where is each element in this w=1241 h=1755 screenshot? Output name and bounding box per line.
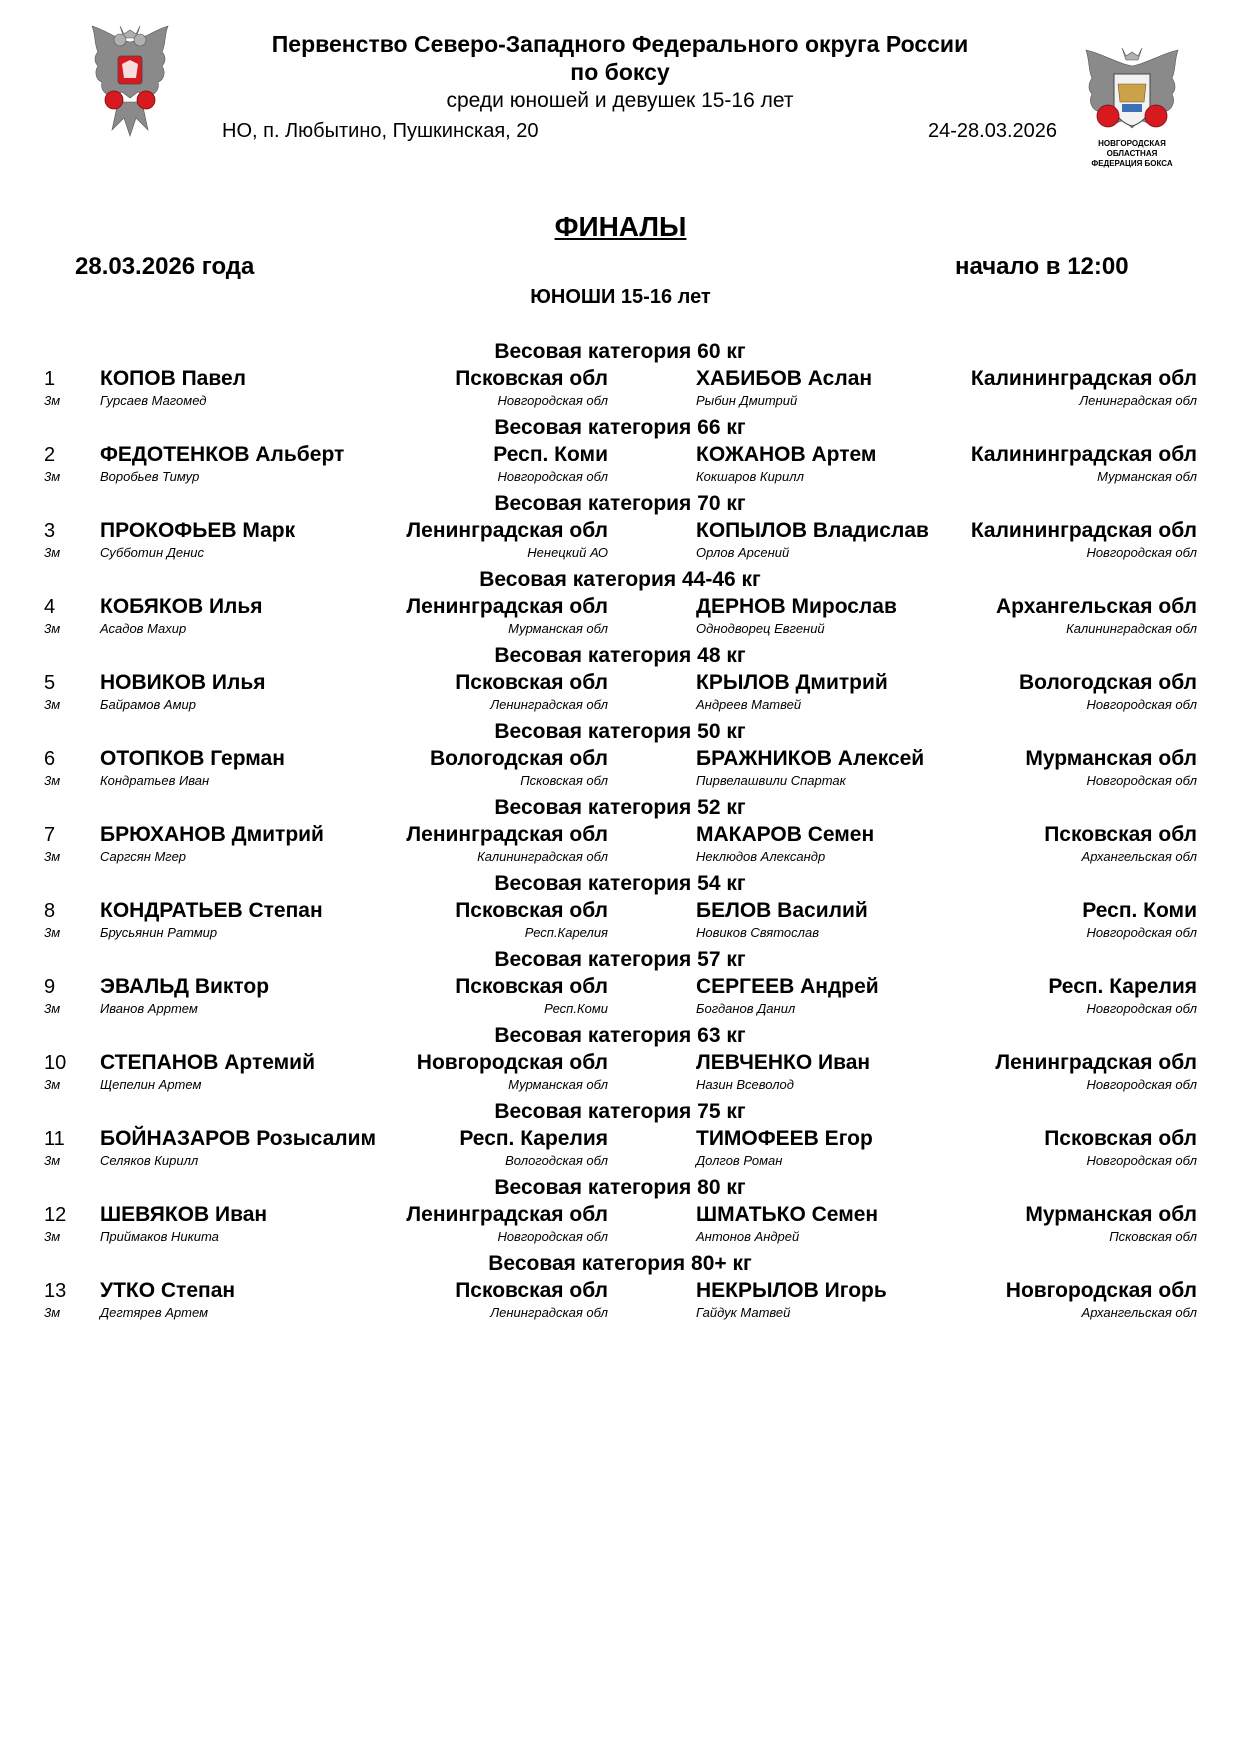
boxer-a-region: Ленинградская обл <box>406 823 608 846</box>
boxer-a-region: Новгородская обл <box>416 1051 608 1074</box>
age-group-heading: ЮНОШИ 15-16 лет <box>530 286 711 308</box>
boxer-b-coach-region: Новгородская обл <box>1086 1001 1197 1016</box>
boxer-b-name: ЛЕВЧЕНКО Иван <box>696 1051 871 1074</box>
boxer-a-name: УТКО Степан <box>100 1279 236 1302</box>
boxer-a-name: КОНДРАТЬЕВ Степан <box>100 899 323 922</box>
weight-category: Весовая категория 63 кг <box>494 1024 746 1047</box>
boxer-a-coach: Щепелин Артем <box>100 1077 202 1092</box>
boxer-a-name: КОБЯКОВ Илья <box>100 595 263 618</box>
boxer-a-region: Псковская обл <box>455 1279 608 1302</box>
boxer-b-region: Мурманская обл <box>1025 747 1197 770</box>
boxer-a-coach-region: Ленинградская обл <box>490 1305 608 1320</box>
bout-number: 12 <box>44 1204 67 1226</box>
bout-number: 1 <box>44 368 56 390</box>
venue-address: НО, п. Любытино, Пушкинская, 20 <box>222 120 539 142</box>
boxer-a-coach-region: Респ.Карелия <box>524 925 608 940</box>
boxer-a-coach: Гурсаев Магомед <box>100 393 207 408</box>
boxer-b-coach-region: Калининградская обл <box>1066 621 1197 636</box>
bout-number: 8 <box>44 900 56 922</box>
boxer-a-region: Ленинградская обл <box>406 595 608 618</box>
boxer-b-coach: Орлов Арсений <box>696 545 790 560</box>
boxer-b-region: Псковская обл <box>1044 823 1197 846</box>
weight-category: Весовая категория 54 кг <box>494 872 746 895</box>
boxer-b-coach: Богданов Данил <box>696 1001 796 1016</box>
ring-label: 3м <box>44 697 61 712</box>
boxer-a-name: ШЕВЯКОВ Иван <box>100 1203 268 1226</box>
boxer-a-region: Псковская обл <box>455 367 608 390</box>
boxer-a-name: ОТОПКОВ Герман <box>100 747 285 770</box>
boxer-a-name: БОЙНАЗАРОВ Розысалим <box>100 1127 377 1150</box>
boxer-a-coach-region: Вологодская обл <box>505 1153 608 1168</box>
boxer-a-coach-region: Новгородская обл <box>497 469 608 484</box>
event-date: 28.03.2026 года <box>75 253 255 280</box>
bout-number: 5 <box>44 672 56 694</box>
boxer-b-coach: Новиков Святослав <box>696 925 819 940</box>
ring-label: 3м <box>44 1001 61 1016</box>
boxer-b-name: КРЫЛОВ Дмитрий <box>696 671 888 694</box>
boxer-b-region: Респ. Карелия <box>1048 975 1197 998</box>
bout-row <box>0 795 1241 871</box>
boxer-a-coach-region: Ленинградская обл <box>490 697 608 712</box>
boxer-a-name: КОПОВ Павел <box>100 367 247 390</box>
bout-row <box>0 1175 1241 1251</box>
bout-row <box>0 871 1241 947</box>
boxer-b-region: Респ. Коми <box>1082 899 1197 922</box>
boxer-a-coach-region: Калининградская обл <box>477 849 608 864</box>
bout-row <box>0 1023 1241 1099</box>
bout-number: 3 <box>44 520 56 542</box>
boxer-b-coach: Андреев Матвей <box>696 697 802 712</box>
boxer-a-coach: Субботин Денис <box>100 545 204 560</box>
boxer-b-name: БРАЖНИКОВ Алексей <box>696 747 925 770</box>
boxer-b-region: Мурманская обл <box>1025 1203 1197 1226</box>
boxer-b-coach: Кокшаров Кирилл <box>696 469 804 484</box>
bout-number: 11 <box>44 1128 65 1150</box>
boxer-a-coach: Иванов Арртем <box>100 1001 198 1016</box>
bout-number: 6 <box>44 748 56 770</box>
boxer-b-name: НЕКРЫЛОВ Игорь <box>696 1279 887 1302</box>
logo-caption <box>1074 139 1190 169</box>
bout-row <box>0 1099 1241 1175</box>
boxer-a-region: Псковская обл <box>455 975 608 998</box>
boxer-a-coach: Селяков Кирилл <box>100 1153 199 1168</box>
bout-number: 7 <box>44 824 56 846</box>
boxer-a-coach: Кондратьев Иван <box>100 773 210 788</box>
ring-label: 3м <box>44 849 61 864</box>
weight-category: Весовая категория 44-46 кг <box>479 568 761 591</box>
logo-caption-line1: НОВГОРОДСКАЯ ОБЛАСТНАЯ <box>1098 139 1166 158</box>
boxer-b-coach: Гайдук Матвей <box>696 1305 791 1320</box>
boxer-b-region: Архангельская обл <box>995 595 1197 618</box>
boxer-b-coach-region: Новгородская обл <box>1086 925 1197 940</box>
weight-category: Весовая категория 80 кг <box>494 1176 746 1199</box>
ring-label: 3м <box>44 545 61 560</box>
ring-label: 3м <box>44 1229 61 1244</box>
bout-row <box>0 643 1241 719</box>
bout-row <box>0 491 1241 567</box>
boxer-a-region: Ленинградская обл <box>406 519 608 542</box>
bouts-list <box>0 339 1241 1327</box>
bout-number: 13 <box>44 1280 67 1302</box>
boxer-a-region: Псковская обл <box>455 671 608 694</box>
boxer-b-coach: Однодворец Евгений <box>696 621 825 636</box>
boxer-a-coach: Воробьев Тимур <box>100 469 200 484</box>
boxer-b-coach: Неклюдов Александр <box>696 849 826 864</box>
ring-label: 3м <box>44 925 61 940</box>
ring-label: 3м <box>44 1153 61 1168</box>
boxer-b-coach-region: Новгородская обл <box>1086 1077 1197 1092</box>
ring-label: 3м <box>44 1305 61 1320</box>
ring-label: 3м <box>44 773 61 788</box>
boxer-b-coach-region: Новгородская обл <box>1086 773 1197 788</box>
boxer-b-name: ТИМОФЕЕВ Егор <box>696 1127 873 1150</box>
boxer-b-coach-region: Новгородская обл <box>1086 697 1197 712</box>
boxer-a-coach-region: Новгородская обл <box>497 393 608 408</box>
boxer-b-coach-region: Новгородская обл <box>1086 545 1197 560</box>
boxer-a-coach-region: Мурманская обл <box>508 621 608 636</box>
weight-category: Весовая категория 50 кг <box>494 720 746 743</box>
bout-number: 9 <box>44 976 56 998</box>
boxer-a-name: БРЮХАНОВ Дмитрий <box>100 823 324 846</box>
boxer-b-region: Ленинградская обл <box>995 1051 1197 1074</box>
ring-label: 3м <box>44 1077 61 1092</box>
bout-number: 2 <box>44 444 56 466</box>
bout-number: 10 <box>44 1052 67 1074</box>
tournament-dates: 24-28.03.2026 <box>928 120 1058 142</box>
boxer-b-coach-region: Архангельская обл <box>1081 1305 1197 1320</box>
boxer-b-region: Калининградская обл <box>970 367 1197 390</box>
boxer-b-name: БЕЛОВ Василий <box>696 899 868 922</box>
boxer-a-coach: Асадов Махир <box>100 621 187 636</box>
weight-category: Весовая категория 66 кг <box>494 416 746 439</box>
boxer-b-name: МАКАРОВ Семен <box>696 823 875 846</box>
boxer-a-coach-region: Новгородская обл <box>497 1229 608 1244</box>
boxer-b-coach: Пирвелашвили Спартак <box>696 773 846 788</box>
boxer-b-region: Калининградская обл <box>970 443 1197 466</box>
weight-category: Весовая категория 57 кг <box>494 948 746 971</box>
boxer-b-coach-region: Псковская обл <box>1109 1229 1197 1244</box>
ring-label: 3м <box>44 469 61 484</box>
boxer-b-region: Вологодская обл <box>1018 671 1197 694</box>
bout-row <box>0 567 1241 643</box>
finals-heading: ФИНАЛЫ <box>554 211 687 242</box>
boxer-b-coach: Назин Всеволод <box>696 1077 794 1092</box>
boxer-a-coach-region: Мурманская обл <box>508 1077 608 1092</box>
bout-row <box>0 719 1241 795</box>
bout-row <box>0 415 1241 491</box>
boxer-a-region: Вологодская обл <box>429 747 608 770</box>
weight-category: Весовая категория 80+ кг <box>488 1252 752 1275</box>
logo-caption-line2: ФЕДЕРАЦИЯ БОКСА <box>1091 159 1173 168</box>
boxer-a-region: Псковская обл <box>455 899 608 922</box>
start-time: начало в 12:00 <box>955 253 1129 280</box>
document-title-line1: Первенство Северо-Западного Федерального округа России <box>271 31 969 57</box>
document-subtitle: среди юношей и девушек 15-16 лет <box>446 89 794 112</box>
ring-label: 3м <box>44 621 61 636</box>
boxer-a-coach: Приймаков Никита <box>100 1229 219 1244</box>
boxer-b-coach-region: Архангельская обл <box>1081 849 1197 864</box>
boxer-a-region: Ленинградская обл <box>406 1203 608 1226</box>
boxer-b-name: ДЕРНОВ Мирослав <box>696 595 897 618</box>
document-title-line2: по боксу <box>570 59 670 85</box>
boxer-a-region: Респ. Карелия <box>459 1127 608 1150</box>
boxer-b-name: ХАБИБОВ Аслан <box>696 367 873 390</box>
boxer-b-coach: Долгов Роман <box>696 1153 783 1168</box>
bout-row <box>0 1251 1241 1327</box>
boxer-b-region: Псковская обл <box>1044 1127 1197 1150</box>
boxer-b-name: СЕРГЕЕВ Андрей <box>696 975 879 998</box>
boxer-b-coach-region: Мурманская обл <box>1097 469 1197 484</box>
weight-category: Весовая категория 70 кг <box>494 492 746 515</box>
boxer-a-coach: Байрамов Амир <box>100 697 196 712</box>
bout-row <box>0 339 1241 415</box>
boxer-b-coach: Антонов Андрей <box>696 1229 800 1244</box>
boxer-b-region: Новгородская обл <box>1005 1279 1197 1302</box>
boxer-a-coach-region: Респ.Коми <box>544 1001 608 1016</box>
boxer-a-coach-region: Ненецкий АО <box>527 545 608 560</box>
boxer-a-coach-region: Псковская обл <box>520 773 608 788</box>
ring-label: 3м <box>44 393 61 408</box>
weight-category: Весовая категория 52 кг <box>494 796 746 819</box>
boxer-a-name: ФЕДОТЕНКОВ Альберт <box>100 443 345 466</box>
boxer-a-name: ЭВАЛЬД Виктор <box>100 975 270 998</box>
boxer-a-region: Респ. Коми <box>493 443 608 466</box>
boxer-b-coach: Рыбин Дмитрий <box>696 393 798 408</box>
boxer-a-coach: Дегтярев Артем <box>100 1305 209 1320</box>
bout-row <box>0 947 1241 1023</box>
boxer-a-name: СТЕПАНОВ Артемий <box>100 1051 315 1074</box>
boxer-a-name: НОВИКОВ Илья <box>100 671 266 694</box>
boxer-b-name: ШМАТЬКО Семен <box>696 1203 879 1226</box>
boxer-a-name: ПРОКОФЬЕВ Марк <box>100 519 296 542</box>
bout-number: 4 <box>44 596 56 618</box>
boxer-b-name: КОЖАНОВ Артем <box>696 443 877 466</box>
boxer-b-coach-region: Ленинградская обл <box>1079 393 1197 408</box>
weight-category: Весовая категория 48 кг <box>494 644 746 667</box>
boxer-b-name: КОПЫЛОВ Владислав <box>696 519 929 542</box>
boxer-b-coach-region: Новгородская обл <box>1086 1153 1197 1168</box>
weight-category: Весовая категория 60 кг <box>494 340 746 363</box>
boxing-federation-eagle-logo <box>88 22 172 140</box>
weight-category: Весовая категория 75 кг <box>494 1100 746 1123</box>
boxer-a-coach: Саргсян Мгер <box>100 849 187 864</box>
boxer-a-coach: Брусьянин Ратмир <box>100 925 218 940</box>
boxer-b-region: Калининградская обл <box>970 519 1197 542</box>
